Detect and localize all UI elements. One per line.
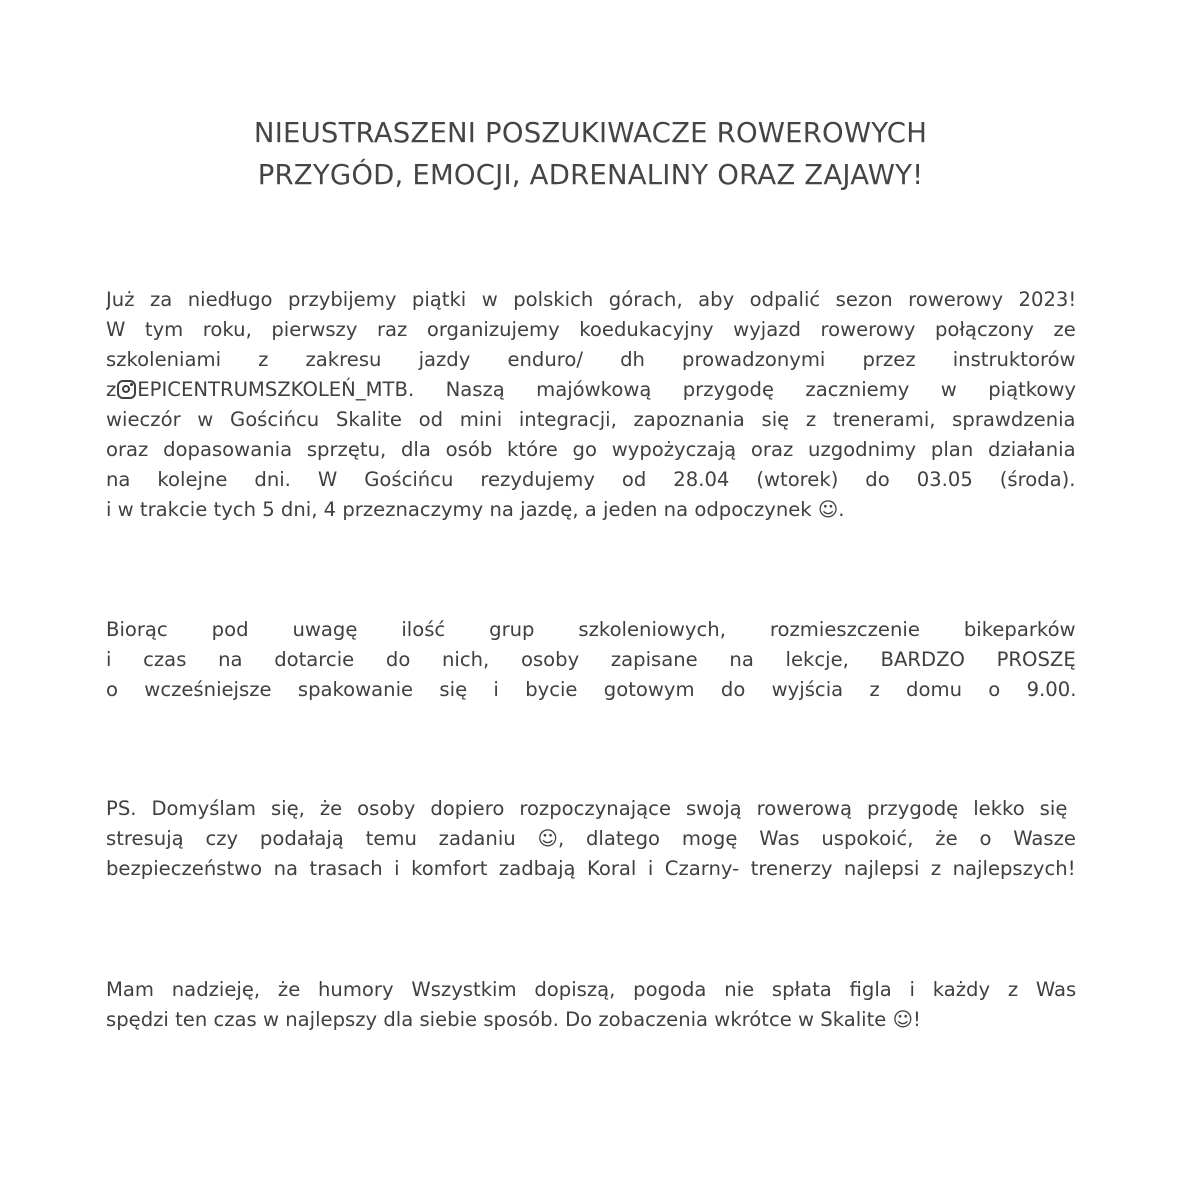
paragraph-line: o wcześniejsze spakowanie się i bycie gotowym do wyjścia z domu o 9.00. xyxy=(106,678,1076,701)
title-line-2: PRZYGÓD, EMOCJI, ADRENALINY ORAZ ZAJAWY! xyxy=(257,159,924,191)
paragraph-line: oraz dopasowania sprzętu, dla osób które go wypożyczają oraz uzgodnimy plan działania xyxy=(106,438,1076,461)
paragraph-line: wieczór w Gościńcu Skalite od mini integracji, zapoznania się z trenerami, sprawdzenia xyxy=(106,408,1076,431)
paragraph-ps xyxy=(106,794,1076,884)
paragraph-line: stresują czy podałają temu zadaniu ☺, dlatego mogę Was uspokoić, że o Wasze xyxy=(106,827,1076,850)
paragraph-line: i w trakcie tych 5 dni, 4 przeznaczymy na jazdę, a jeden na odpoczynek ☺. xyxy=(106,498,845,521)
instagram-handle-text: EPICENTRUMSZKOLEŃ_MTB. Naszą majówkową przygodę zaczniemy w piątkowy xyxy=(137,378,1076,401)
paragraph-line: Już za niedługo przybijemy piątki w polskich górach, aby odpalić sezon rowerowy 2023! xyxy=(106,288,1076,311)
paragraph-line: bezpieczeństwo na trasach i komfort zadbają Koral i Czarny- trenerzy najlepsi z najlepszych! xyxy=(106,857,1076,880)
instagram-icon xyxy=(117,380,136,399)
paragraph-line: Mam nadzieję, że humory Wszystkim dopiszą, pogoda nie spłata figla i każdy z Was xyxy=(106,978,1076,1001)
paragraph-line: Biorąc pod uwagę ilość grup szkoleniowych, rozmieszczenie bikeparków xyxy=(106,618,1076,641)
instagram-prefix: z xyxy=(106,378,117,401)
page-title xyxy=(100,112,1081,196)
paragraph-line-instagram xyxy=(106,375,1076,405)
paragraph-line: i czas na dotarcie do nich, osoby zapisane na lekcje, BARDZO PROSZĘ xyxy=(106,648,1076,671)
title-line-1: NIEUSTRASZENI POSZUKIWACZE ROWEROWYCH xyxy=(253,117,928,149)
paragraph-line: PS. Domyślam się, że osoby dopiero rozpoczynające swoją rowerową przygodę lekko się xyxy=(106,797,1068,820)
paragraph-line: na kolejne dni. W Gościńcu rezydujemy od 28.04 (wtorek) do 03.05 (środa). xyxy=(106,468,1076,491)
paragraph-line: szkoleniami z zakresu jazdy enduro/ dh prowadzonymi przez instruktorów xyxy=(106,348,1076,371)
paragraph-line: spędzi ten czas w najlepszy dla siebie sposób. Do zobaczenia wkrótce w Skalite ☺! xyxy=(106,1008,921,1031)
paragraph-line: W tym roku, pierwszy raz organizujemy koedukacyjny wyjazd rowerowy połączony ze xyxy=(106,318,1076,341)
paragraph-schedule xyxy=(106,615,1076,705)
paragraph-closing xyxy=(106,975,1076,1035)
paragraph-intro xyxy=(106,285,1076,525)
